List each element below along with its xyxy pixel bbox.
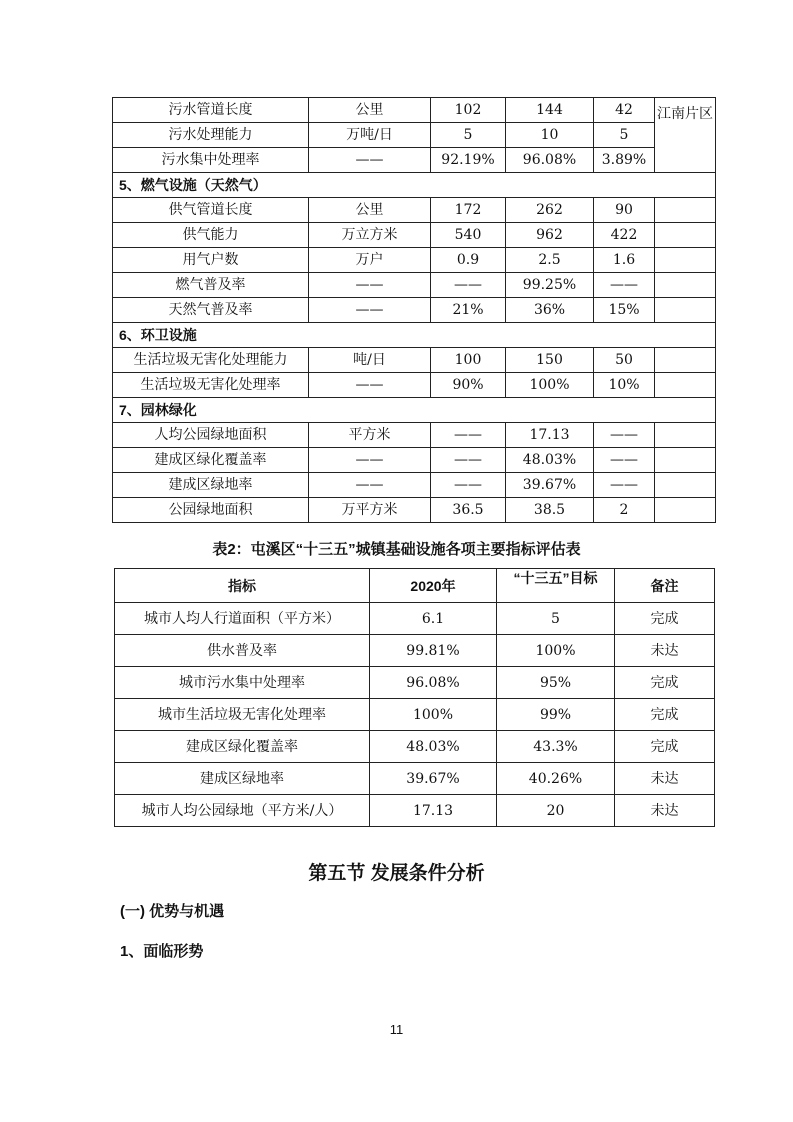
table-row [113, 223, 716, 248]
table-row [113, 273, 716, 298]
indicator-name: 建成区绿地率 [115, 763, 370, 795]
increase-cell: 50 [594, 348, 655, 373]
indicator-evaluation-table [114, 568, 715, 827]
indicator-name: 人均公园绿地面积 [113, 423, 309, 448]
section-row [113, 173, 716, 198]
unit-cell: —— [309, 373, 431, 398]
indicator-name: 建成区绿化覆盖率 [113, 448, 309, 473]
indicator-name: 污水集中处理率 [113, 148, 309, 173]
table-row [113, 448, 716, 473]
unit-cell: —— [309, 148, 431, 173]
table-row [113, 348, 716, 373]
column-header: 备注 [615, 569, 715, 603]
table-row [115, 667, 715, 699]
value-2020-cell: 96.08% [506, 148, 594, 173]
value-2020-cell: 144 [506, 98, 594, 123]
indicator-name: 供气能力 [113, 223, 309, 248]
value-2020-cell: 48.03% [506, 448, 594, 473]
table-row [113, 473, 716, 498]
table-row [115, 731, 715, 763]
target-cell: 100% [497, 635, 615, 667]
value-2020-cell: 36% [506, 298, 594, 323]
section-row [113, 398, 716, 423]
note-cell: 完成 [615, 699, 715, 731]
section-title: 第五节 发展条件分析 [308, 863, 485, 884]
value-2020-cell: 96.08% [370, 667, 497, 699]
value-2015-cell: 172 [431, 198, 506, 223]
section-row [113, 323, 716, 348]
value-2020-cell: 2.5 [506, 248, 594, 273]
increase-cell: 90 [594, 198, 655, 223]
table-row [115, 603, 715, 635]
indicator-name: 天然气普及率 [113, 298, 309, 323]
unit-cell: 万立方米 [309, 223, 431, 248]
indicator-name: 用气户数 [113, 248, 309, 273]
unit-cell: 吨/日 [309, 348, 431, 373]
subheading-situation: 1、面临形势 [120, 943, 204, 960]
table-row [113, 423, 716, 448]
indicator-name: 生活垃圾无害化处理能力 [113, 348, 309, 373]
value-2020-cell: 10 [506, 123, 594, 148]
table-row [115, 763, 715, 795]
unit-cell: 万平方米 [309, 498, 431, 523]
table2-caption: 表2：屯溪区“十三五”城镇基础设施各项主要指标评估表 [212, 541, 581, 558]
table-row [115, 699, 715, 731]
indicator-name: 城市污水集中处理率 [115, 667, 370, 699]
note-cell: 完成 [615, 667, 715, 699]
value-2015-cell: —— [431, 448, 506, 473]
value-2015-cell: 90% [431, 373, 506, 398]
value-2020-cell: 100% [370, 699, 497, 731]
increase-cell: —— [594, 448, 655, 473]
increase-cell: 5 [594, 123, 655, 148]
indicator-name: 城市人均人行道面积（平方米） [115, 603, 370, 635]
table-row [113, 148, 716, 173]
note-cell: 未达 [615, 763, 715, 795]
unit-cell: —— [309, 448, 431, 473]
value-2020-cell: 962 [506, 223, 594, 248]
value-2020-cell: 99.25% [506, 273, 594, 298]
infrastructure-table [112, 97, 716, 523]
increase-cell: 42 [594, 98, 655, 123]
note-cell: 完成 [615, 603, 715, 635]
value-2015-cell: 36.5 [431, 498, 506, 523]
value-2020-cell: 99.81% [370, 635, 497, 667]
table-row [115, 795, 715, 827]
remark-cell [655, 498, 716, 523]
value-2015-cell: 540 [431, 223, 506, 248]
increase-cell: 10% [594, 373, 655, 398]
value-2020-cell: 100% [506, 373, 594, 398]
table-row [113, 198, 716, 223]
increase-cell: —— [594, 273, 655, 298]
section-heading: 7、园林绿化 [113, 398, 716, 423]
increase-cell: 15% [594, 298, 655, 323]
increase-cell: 2 [594, 498, 655, 523]
remark-cell [655, 273, 716, 298]
note-cell: 未达 [615, 635, 715, 667]
remark-cell [655, 298, 716, 323]
table-row [113, 373, 716, 398]
indicator-name: 燃气普及率 [113, 273, 309, 298]
target-cell: 20 [497, 795, 615, 827]
unit-cell: 平方米 [309, 423, 431, 448]
value-2015-cell: 100 [431, 348, 506, 373]
unit-cell: 万户 [309, 248, 431, 273]
value-2020-cell: 39.67% [370, 763, 497, 795]
section-heading: 5、燃气设施（天然气） [113, 173, 716, 198]
value-2020-cell: 48.03% [370, 731, 497, 763]
note-cell: 完成 [615, 731, 715, 763]
increase-cell: 3.89% [594, 148, 655, 173]
value-2015-cell: 102 [431, 98, 506, 123]
increase-cell: 422 [594, 223, 655, 248]
table-row [115, 635, 715, 667]
value-2020-cell: 17.13 [506, 423, 594, 448]
value-2015-cell: —— [431, 423, 506, 448]
unit-cell: 万吨/日 [309, 123, 431, 148]
value-2015-cell: 21% [431, 298, 506, 323]
column-header: “十三五”目标 [497, 569, 615, 603]
indicator-name: 污水处理能力 [113, 123, 309, 148]
value-2015-cell: —— [431, 473, 506, 498]
indicator-name: 城市人均公园绿地（平方米/人） [115, 795, 370, 827]
table-row [113, 498, 716, 523]
increase-cell: —— [594, 423, 655, 448]
remark-cell [655, 198, 716, 223]
target-cell: 5 [497, 603, 615, 635]
remark-cell [655, 423, 716, 448]
value-2020-cell: 6.1 [370, 603, 497, 635]
value-2015-cell: 0.9 [431, 248, 506, 273]
indicator-name: 供水普及率 [115, 635, 370, 667]
table-row [113, 123, 716, 148]
unit-cell: —— [309, 298, 431, 323]
table-row [113, 298, 716, 323]
indicator-name: 城市生活垃圾无害化处理率 [115, 699, 370, 731]
column-header: 指标 [115, 569, 370, 603]
section-heading: 6、环卫设施 [113, 323, 716, 348]
indicator-name: 污水管道长度 [113, 98, 309, 123]
indicator-name: 公园绿地面积 [113, 498, 309, 523]
increase-cell: —— [594, 473, 655, 498]
target-cell: 95% [497, 667, 615, 699]
header-row [115, 569, 715, 603]
remark-cell [655, 473, 716, 498]
remark-cell [655, 248, 716, 273]
value-2020-cell: 38.5 [506, 498, 594, 523]
column-header: 2020年 [370, 569, 497, 603]
value-2020-cell: 262 [506, 198, 594, 223]
note-cell: 未达 [615, 795, 715, 827]
region-cell: 江南片区 [655, 98, 716, 173]
increase-cell: 1.6 [594, 248, 655, 273]
unit-cell: —— [309, 473, 431, 498]
value-2020-cell: 39.67% [506, 473, 594, 498]
subheading-advantages: (一) 优势与机遇 [120, 903, 225, 920]
page-number: 11 [389, 1022, 404, 1037]
remark-cell [655, 223, 716, 248]
value-2015-cell: 92.19% [431, 148, 506, 173]
unit-cell: 公里 [309, 98, 431, 123]
value-2020-cell: 150 [506, 348, 594, 373]
indicator-name: 供气管道长度 [113, 198, 309, 223]
indicator-name: 建成区绿化覆盖率 [115, 731, 370, 763]
unit-cell: 公里 [309, 198, 431, 223]
indicator-name: 建成区绿地率 [113, 473, 309, 498]
value-2015-cell: 5 [431, 123, 506, 148]
value-2015-cell: —— [431, 273, 506, 298]
indicator-name: 生活垃圾无害化处理率 [113, 373, 309, 398]
remark-cell [655, 348, 716, 373]
target-cell: 43.3% [497, 731, 615, 763]
unit-cell: —— [309, 273, 431, 298]
table-row [113, 248, 716, 273]
remark-cell [655, 373, 716, 398]
target-cell: 40.26% [497, 763, 615, 795]
target-cell: 99% [497, 699, 615, 731]
value-2020-cell: 17.13 [370, 795, 497, 827]
table-row [113, 98, 716, 123]
remark-cell [655, 448, 716, 473]
